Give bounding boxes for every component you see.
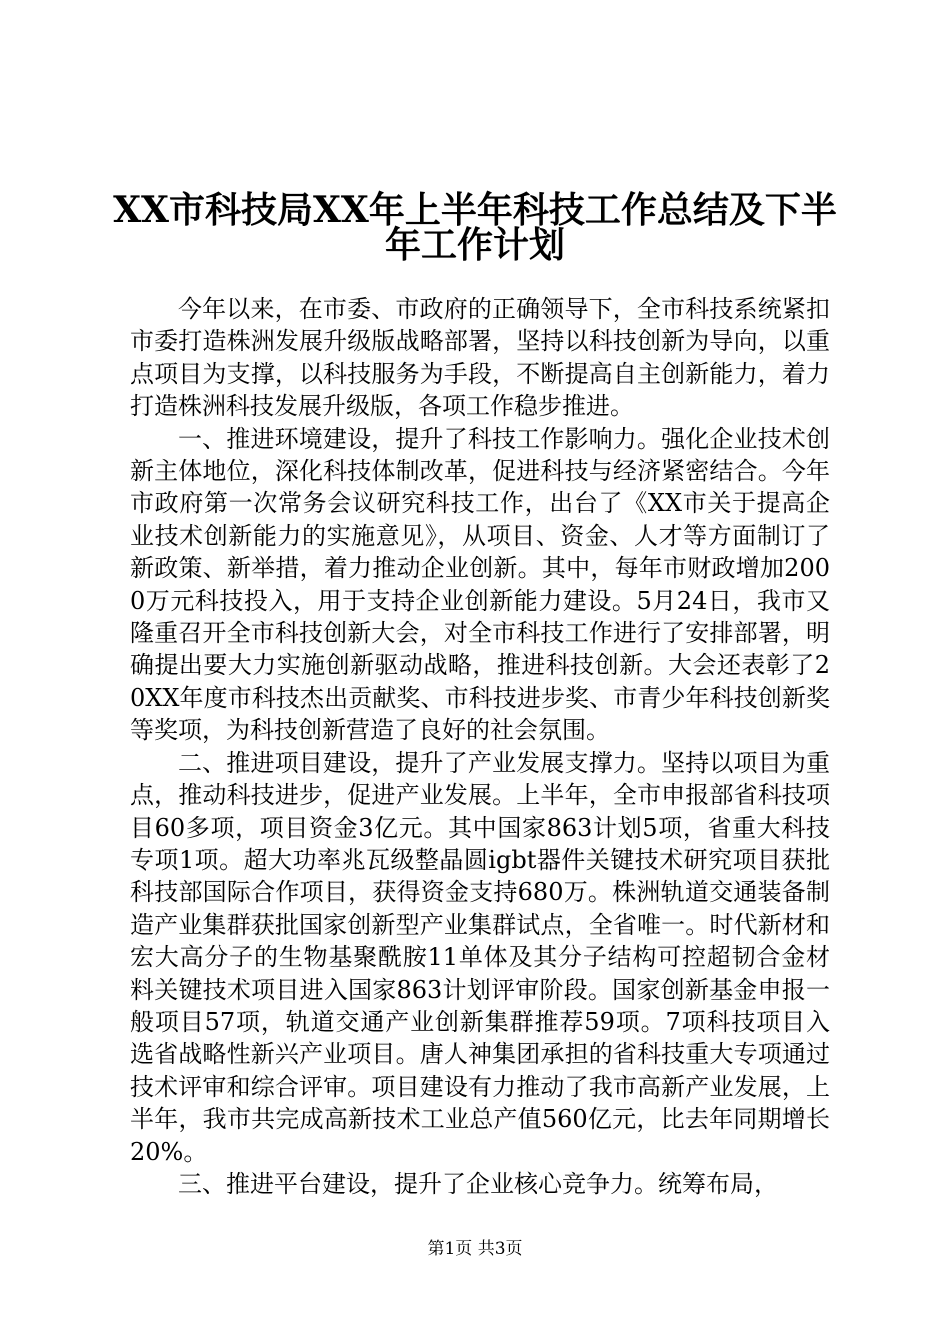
document-body xyxy=(130,293,830,1200)
paragraph-section-1: 一、推进环境建设，提升了科技工作影响力。强化企业技术创新主体地位，深化科技体制改革，促进科技与经济紧密结合。今年市政府第一次常务会议研究科技工作，出台了《XX市关于提高企业技术创新能力的实施意见》，从项目、资金、人才等方面制订了新政策、新举措，着力推动企业创新。其中，每年市财政增加2000万元科技投入，用于支持企业创新能力建设。5月24日，我市又隆重召开全市科技创新大会，对全市科技工作进行了安排部署，明确提出要大力实施创新驱动战略，推进科技创新。大会还表彰了20XX年度市科技杰出贡献奖、市科技进步奖、市青少年科技创新奖等奖项，为科技创新营造了良好的社会氛围。 xyxy=(130,424,830,745)
paragraph-section-3: 三、推进平台建设，提升了企业核心竞争力。统筹布局， xyxy=(178,1169,778,1198)
page-number-footer: 第1页 共3页 xyxy=(427,1239,523,1259)
paragraph-intro: 今年以来，在市委、市政府的正确领导下，全市科技系统紧扣市委打造株洲发展升级版战略部署，坚持以科技创新为导向，以重点项目为支撑，以科技服务为手段，不断提高自主创新能力，着力打造株洲科技发展升级版，各项工作稳步推进。 xyxy=(130,295,830,421)
paragraph-section-2: 二、推进项目建设，提升了产业发展支撑力。坚持以项目为重点，推动科技进步，促进产业发展。上半年，全市申报部省科技项目60多项，项目资金3亿元。其中国家863计划5项，省重大科技专项1项。超大功率兆瓦级整晶圆igbt器件关键技术研究项目获批科技部国际合作项目，获得资金支持680万。株洲轨道交通装备制造产业集群获批国家创新型产业集群试点，全省唯一。时代新材和宏大高分子的生物基聚酰胺11单体及其分子结构可控超韧合金材料关键技术项目进入国家863计划评审阶段。国家创新基金申报一般项目57项，轨道交通产业创新集群推荐59项。7项科技项目入选省战略性新兴产业项目。唐人神集团承担的省科技重大专项通过技术评审和综合评审。项目建设有力推动了我市高新产业发展，上半年，我市共完成高新技术工业总产值560亿元，比去年同期增长20%。 xyxy=(130,748,830,1166)
document-title-line-2: 年工作计划 xyxy=(384,224,565,266)
document-title-line-1: XX市科技局XX年上半年科技工作总结及下半 xyxy=(113,189,837,231)
